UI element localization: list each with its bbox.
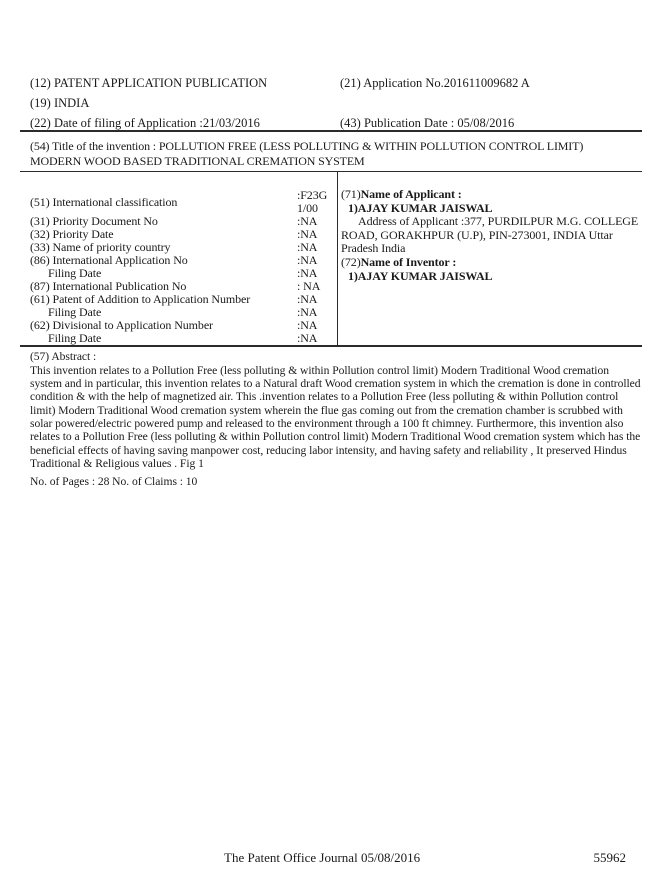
field-32-value: :NA [297,227,318,241]
field-33-label: (33) Name of priority country [30,240,171,254]
abstract-section [30,350,641,488]
field-31-label: (31) Priority Document No [30,214,158,228]
field-62-label: (62) Divisional to Application Number [30,318,213,332]
inventor-name: 1)AJAY KUMAR JAISWAL [348,268,493,283]
field-61-filing-date-label: Filing Date [48,305,102,319]
field-51-value: :F23G 1/00 [297,188,328,215]
field-86-label: (86) International Application No [30,253,188,267]
field-12-publication-type: (12) PATENT APPLICATION PUBLICATION [30,76,268,90]
field-21-application-number: (21) Application No.201611009682 A [340,76,530,90]
field-71-label: Name of Applicant : [360,187,462,201]
field-32-label: (32) Priority Date [30,227,114,241]
footer-page-number: 55962 [593,850,626,865]
pages-claims-line: No. of Pages : 28 No. of Claims : 10 [30,475,198,489]
field-71-number: (71) [341,187,361,201]
field-71-applicant-heading [341,188,639,202]
field-62-filing-date-label: Filing Date [48,331,102,345]
table-row [30,332,337,345]
field-31-value: :NA [297,214,318,228]
bibliographic-fields-column [30,189,337,345]
field-86-filing-date-label: Filing Date [48,266,102,280]
field-87-label: (87) International Publication No [30,279,187,293]
field-54-invention-title: (54) Title of the invention : POLLUTION FREE (LESS POLLUTING & WITHIN POLLUTION CONTROL LIMIT) MODERN WOOD BASED TRADITIONAL CREMATION SYSTEM [30,139,584,168]
field-86-filing-date-value: :NA [297,266,318,280]
header-divider-rule [20,130,642,132]
header-left-column [30,73,267,133]
applicant-address: Address of Applicant :377, PURDILPUR M.G. COLLEGE ROAD, GORAKHPUR (U.P), PIN-273001, INDIA Uttar Pradesh India [341,214,639,256]
applicant-name: 1)AJAY KUMAR JAISWAL [348,200,493,215]
field-51-label: (51) International classification [30,194,178,209]
table-vertical-divider [337,172,338,345]
field-61-label: (61) Patent of Addition to Application Number [30,292,251,306]
field-61-filing-date-value: :NA [297,305,318,319]
footer-journal-title: The Patent Office Journal 05/08/2016 [224,850,421,865]
field-62-filing-date-value: :NA [297,331,318,345]
field-19-country: (19) INDIA [30,96,90,110]
field-72-inventor-heading [341,256,639,270]
field-61-value: :NA [297,292,318,306]
abstract-text: This invention relates to a Pollution Free (less polluting & within Pollution control limit) Modern Traditional Wood cremation system and in particular, this invention relates to a Natural draft Wood cremation system in which the cremation is done in controlled condition & with the help of magnetized air. This .invention relates to a Pollution Free (less polluting & within Pollution control limit) Modern Traditional Wood cremation system wherein the flue gas coming out from the cremation chamber is scrubbed with solar powered/electric powered pump and released to the environment through a 100 ft chimney. Furthermore, this invention also relates to a Pollution Free (less polluting & within Pollution control limit) Modern Traditional Wood cremation system which has the beneficial effects of having saving manpower cost, reducing labor intensity, and having safety and reliability , It preserved Hindus Traditional & Religious values . Fig 1 [30,363,641,470]
table-row [30,189,337,215]
table-bottom-rule [20,345,642,347]
field-62-value: :NA [297,318,318,332]
bibliographic-table [0,172,660,345]
field-43-publication-date: (43) Publication Date : 05/08/2016 [340,116,515,130]
field-87-value: : NA [297,279,321,293]
field-86-value: :NA [297,253,318,267]
field-57-abstract-label: (57) Abstract : [30,350,97,363]
field-33-value: :NA [297,240,318,254]
field-22-filing-date: (22) Date of filing of Application :21/03/2016 [30,116,260,130]
applicant-inventor-column [341,188,639,283]
field-72-label: Name of Inventor : [360,254,457,269]
field-72-number: (72) [341,254,361,269]
